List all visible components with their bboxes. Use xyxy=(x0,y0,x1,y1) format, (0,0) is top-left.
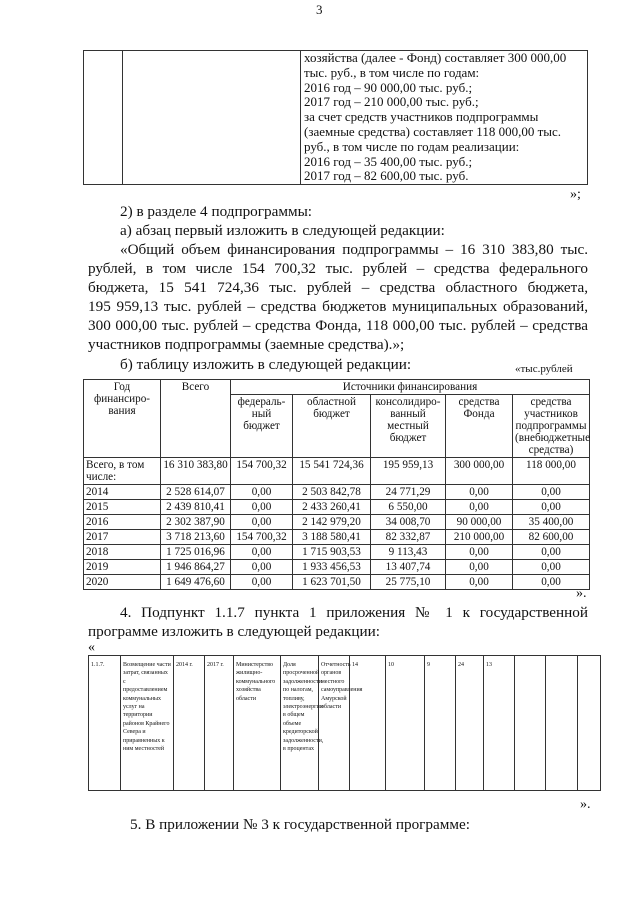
program-cell: 9 xyxy=(425,656,456,791)
program-cell: Отчетность органов местного самоуправления Амурской области xyxy=(319,656,350,791)
program-cell: 14 xyxy=(350,656,386,791)
quote-line: 300 000,00 тыс. рублей – средства Фонда, 118 000,00 тыс. рублей – средства xyxy=(88,317,588,334)
table-row xyxy=(84,530,590,545)
value-cell: 82 600,00 xyxy=(513,530,590,545)
fund-text-line: руб., в том числе по годам реализации: xyxy=(304,138,520,154)
value-cell: 0,00 xyxy=(446,500,513,515)
top-table xyxy=(83,50,588,185)
quote-line: 195 959,13 тыс. рублей – средства бюджетов муниципальных образований, xyxy=(88,298,588,315)
program-cell xyxy=(515,656,546,791)
program-cell: Доля просроченной задолженности по налогам, топливу, электроэнергии в общем объеме кредиторской задолженности, в процентах xyxy=(281,656,319,791)
program-cell: 1.1.7. xyxy=(89,656,121,791)
program-cell: 24 xyxy=(456,656,484,791)
value-cell: 0,00 xyxy=(513,560,590,575)
value-cell: 1 933 456,53 xyxy=(293,560,371,575)
value-cell: 2 439 810,41 xyxy=(161,500,231,515)
value-cell: 195 959,13 xyxy=(371,458,446,485)
year-cell: Всего, в том числе: xyxy=(84,458,161,485)
header-year: Год финансиро-вания xyxy=(84,380,161,458)
value-cell: 24 771,29 xyxy=(371,485,446,500)
value-cell: 2 142 979,20 xyxy=(293,515,371,530)
value-cell: 2 302 387,90 xyxy=(161,515,231,530)
header-fund: средства Фонда xyxy=(446,395,513,458)
value-cell: 1 715 903,53 xyxy=(293,545,371,560)
value-cell: 1 725 016,96 xyxy=(161,545,231,560)
value-cell: 25 775,10 xyxy=(371,575,446,590)
section4-line1: 4. Подпункт 1.1.7 пункта 1 приложения № 1 к государственной xyxy=(120,604,588,621)
value-cell: 0,00 xyxy=(513,485,590,500)
program-cell: Министерство жилищно-коммунального хозяйства области xyxy=(234,656,281,791)
fund-text-line: тыс. руб., в том числе по годам: xyxy=(304,64,480,80)
value-cell: 3 718 213,60 xyxy=(161,530,231,545)
fund-text-line: за счет средств участников подпрограммы xyxy=(304,109,539,125)
value-cell: 9 113,43 xyxy=(371,545,446,560)
value-cell: 0,00 xyxy=(513,575,590,590)
table-row xyxy=(84,500,590,515)
program-cell xyxy=(578,656,601,791)
value-cell: 154 700,32 xyxy=(231,530,293,545)
fund-text-line: хозяйства (далее - Фонд) составляет 300 000,00 xyxy=(304,50,567,65)
item-b: б) таблицу изложить в следующей редакции: xyxy=(120,356,412,373)
table-row xyxy=(84,575,590,590)
value-cell: 35 400,00 xyxy=(513,515,590,530)
closing-quote: ». xyxy=(580,797,591,812)
value-cell: 34 008,70 xyxy=(371,515,446,530)
program-cell: 10 xyxy=(386,656,425,791)
value-cell: 0,00 xyxy=(513,545,590,560)
program-cell: 13 xyxy=(484,656,515,791)
value-cell: 2 528 614,07 xyxy=(161,485,231,500)
year-cell: 2017 xyxy=(84,530,161,545)
header-participants: средства участников подпрограммы (внебюджетные средства) xyxy=(513,395,590,458)
value-cell: 90 000,00 xyxy=(446,515,513,530)
header-federal: федераль-ный бюджет xyxy=(231,395,293,458)
value-cell: 2 503 842,78 xyxy=(293,485,371,500)
value-cell: 0,00 xyxy=(446,545,513,560)
value-cell: 82 332,87 xyxy=(371,530,446,545)
item-a: а) абзац первый изложить в следующей редакции: xyxy=(120,222,445,239)
page-number: 3 xyxy=(316,2,323,17)
value-cell: 118 000,00 xyxy=(513,458,590,485)
value-cell: 0,00 xyxy=(231,500,293,515)
value-cell: 0,00 xyxy=(231,545,293,560)
table-row xyxy=(84,560,590,575)
value-cell: 0,00 xyxy=(231,515,293,530)
unit-label: «тыс.рублей xyxy=(515,363,573,375)
value-cell: 0,00 xyxy=(231,485,293,500)
year-cell: 2015 xyxy=(84,500,161,515)
year-cell: 2020 xyxy=(84,575,161,590)
fund-text-cell xyxy=(301,51,588,185)
value-cell: 0,00 xyxy=(446,560,513,575)
quote-line: рублей, в том числе 154 700,32 тыс. рублей – средства федерального xyxy=(88,260,588,277)
program-cell: 2014 г. xyxy=(174,656,205,791)
value-cell: 2 433 260,41 xyxy=(293,500,371,515)
fund-text-line: 2016 год – 90 000,00 тыс. руб.; xyxy=(304,79,473,95)
table-row xyxy=(84,485,590,500)
header-local: консолидиро-ванный местный бюджет xyxy=(371,395,446,458)
quote-line: «Общий объем финансирования подпрограммы – 16 310 383,80 тыс. xyxy=(120,241,588,258)
value-cell: 300 000,00 xyxy=(446,458,513,485)
empty-cell xyxy=(123,51,301,185)
program-table xyxy=(88,655,601,791)
open-quote: « xyxy=(88,640,95,655)
header-sources: Источники финансирования xyxy=(231,380,590,395)
year-cell: 2018 xyxy=(84,545,161,560)
table-row xyxy=(84,545,590,560)
value-cell: 3 188 580,41 xyxy=(293,530,371,545)
program-cell xyxy=(546,656,578,791)
value-cell: 0,00 xyxy=(513,500,590,515)
quote-line: бюджета, 15 541 724,36 тыс. рублей – средства областного бюджета, xyxy=(88,279,588,296)
header-regional: областной бюджет xyxy=(293,395,371,458)
value-cell: 154 700,32 xyxy=(231,458,293,485)
value-cell: 16 310 383,80 xyxy=(161,458,231,485)
finance-table xyxy=(83,379,590,590)
closing-quote: »; xyxy=(570,187,581,202)
value-cell: 0,00 xyxy=(231,560,293,575)
value-cell: 1 623 701,50 xyxy=(293,575,371,590)
section5-text: 5. В приложении № 3 к государственной программе: xyxy=(130,816,470,833)
table-row xyxy=(84,515,590,530)
value-cell: 1 649 476,60 xyxy=(161,575,231,590)
quote-line: участников подпрограммы (заемные средства).»; xyxy=(88,336,405,353)
section4-line2: программе изложить в следующей редакции: xyxy=(88,623,380,640)
year-cell: 2016 xyxy=(84,515,161,530)
value-cell: 1 946 864,27 xyxy=(161,560,231,575)
value-cell: 6 550,00 xyxy=(371,500,446,515)
program-cell: Возмещение части затрат, связанных с предоставлением коммунальных услуг на территории районов Крайнего Севера и приравненных к ним местностей xyxy=(121,656,174,791)
year-cell: 2019 xyxy=(84,560,161,575)
fund-text-line: (заемные средства) составляет 118 000,00 тыс. xyxy=(304,123,562,139)
value-cell: 15 541 724,36 xyxy=(293,458,371,485)
program-cell: 2017 г. xyxy=(205,656,234,791)
value-cell: 0,00 xyxy=(446,575,513,590)
closing-quote: ». xyxy=(576,586,587,601)
section-heading: 2) в разделе 4 подпрограммы: xyxy=(120,203,312,220)
header-total: Всего xyxy=(161,380,231,458)
fund-text-line: 2017 год – 82 600,00 тыс. руб. xyxy=(304,168,469,184)
fund-text-line: 2016 год – 35 400,00 тыс. руб.; xyxy=(304,153,473,169)
year-cell: 2014 xyxy=(84,485,161,500)
table-row xyxy=(84,458,590,485)
value-cell: 0,00 xyxy=(231,575,293,590)
value-cell: 210 000,00 xyxy=(446,530,513,545)
fund-text-line: 2017 год – 210 000,00 тыс. руб.; xyxy=(304,94,479,110)
value-cell: 13 407,74 xyxy=(371,560,446,575)
value-cell: 0,00 xyxy=(446,485,513,500)
empty-cell xyxy=(84,51,123,185)
